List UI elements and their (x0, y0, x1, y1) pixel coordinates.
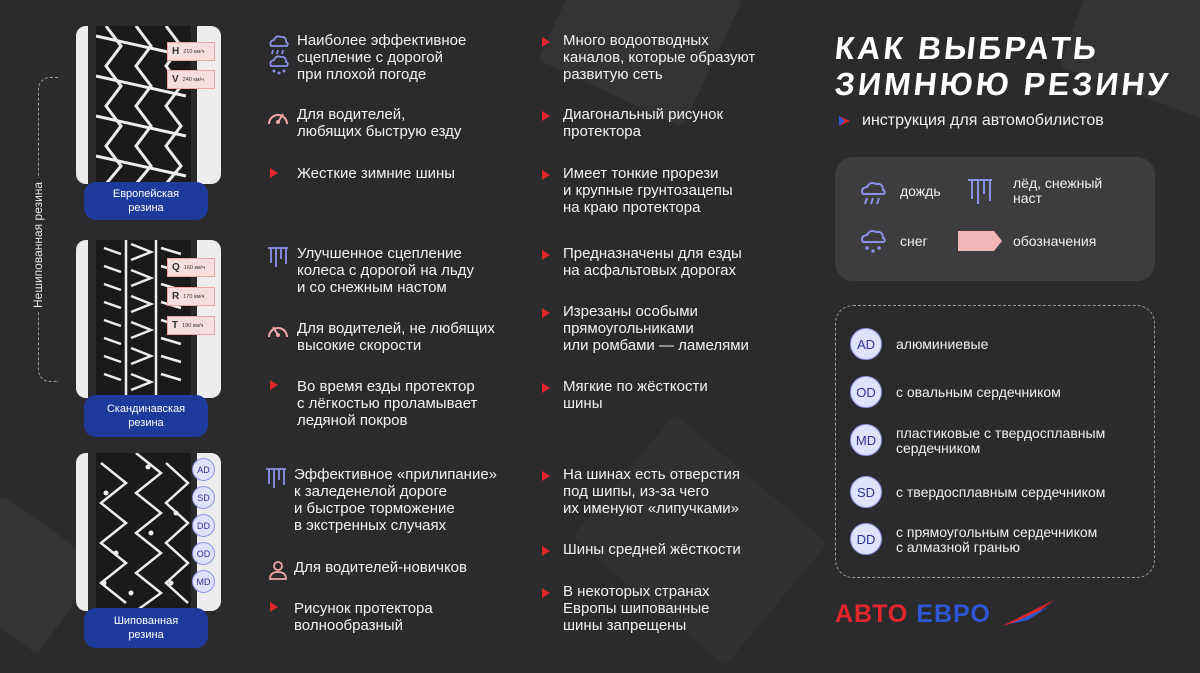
speedometer-icon (266, 106, 290, 130)
arrow-icon (270, 380, 278, 390)
feature-text: Диагональный рисунок протектора (563, 106, 724, 140)
arrow-icon (270, 602, 278, 612)
feature-text: Рисунок протектора волнообразный (294, 600, 433, 634)
scandinavian-tyre-card (76, 240, 221, 398)
ice-icon (966, 177, 994, 207)
subtitle-arrow-icon (838, 115, 852, 127)
stud-code-sd: SD (850, 476, 882, 508)
rain-snow-icon (266, 32, 290, 76)
stud-badge-dd: DD (192, 514, 215, 537)
feature-text: Имеет тонкие прорези и крупные грунтозацепы на краю протектора (563, 165, 733, 216)
logo-evro: ЕВРО (916, 600, 991, 628)
arrow-icon (542, 383, 550, 393)
scandinavian-tyre-label: Скандинавская резина (84, 395, 208, 437)
feature-text: Для водителей, любящих быструю езду (297, 106, 462, 140)
feature-text: Наиболее эффективное сцепление с дорогой при плохой погоде (297, 32, 467, 83)
ice-icon (264, 466, 288, 490)
european-tyre-card (76, 26, 221, 184)
feature-text: Для водителей, не любящих высокие скорости (297, 320, 495, 354)
legend-ice-label: лёд, снежный наст (1013, 175, 1103, 206)
stud-desc-od: с овальным сердечником (896, 384, 1061, 400)
feature-text: На шинах есть отверстия под шипы, из-за чего их именуют «липучками» (563, 466, 740, 517)
stud-code-md: MD (850, 424, 882, 456)
logo-swoosh-icon (1000, 598, 1056, 628)
stud-badge-sd: SD (192, 486, 215, 509)
feature-text: Эффективное «прилипание» к заледенелой дороге и быстрое торможение в экстренных случаях (294, 466, 498, 534)
feature-text: Во время езды протектор с лёгкостью проламывает ледяной покров (297, 378, 478, 429)
feature-text: Много водоотводных каналов, которые образуют развитую сеть (563, 32, 756, 83)
feature-text: Жесткие зимние шины (297, 165, 456, 182)
stud-badge-od: OD (192, 542, 215, 565)
user-icon (267, 559, 289, 581)
unstudded-label: Нешипованная резина (31, 178, 45, 312)
feature-text: Улучшенное сцепление колеса с дорогой на льду и со снежным настом (297, 245, 474, 296)
arrow-icon (542, 546, 550, 556)
arrow-icon (542, 471, 550, 481)
page-title-line1: КАК ВЫБРАТЬ (833, 30, 1102, 66)
stud-desc-dd: с прямоугольным сердечником с алмазной гранью (896, 524, 1098, 555)
feature-text: Шины средней жёсткости (563, 541, 741, 558)
page-title-line2: ЗИМНЮЮ РЕЗИНУ (833, 66, 1173, 102)
snow-icon (858, 226, 888, 256)
speed-index-q: Q 160 км/ч (167, 258, 215, 277)
logo-avto: АВТО (835, 600, 909, 628)
stud-badge-ad: AD (192, 458, 215, 481)
page-subtitle: инструкция для автомобилистов (862, 112, 1104, 129)
stud-badge-md: MD (192, 570, 215, 593)
feature-text: Для водителей-новичков (294, 559, 467, 576)
stud-code-dd: DD (850, 523, 882, 555)
arrow-icon (542, 170, 550, 180)
rain-icon (858, 178, 888, 208)
ice-icon (266, 245, 290, 269)
arrow-icon (270, 168, 278, 178)
legend-rain-label: дождь (900, 183, 941, 199)
icon-legend (835, 157, 1155, 281)
arrow-icon (542, 250, 550, 260)
speedometer-icon (266, 319, 290, 343)
european-tyre-label: Европейская резина (84, 182, 208, 220)
speed-index-r: R 170 км/ч (167, 287, 215, 306)
stud-desc-sd: с твердосплавным сердечником (896, 484, 1106, 500)
studded-tyre-card (76, 453, 221, 611)
feature-text: Предназначены для езды на асфальтовых дорогах (563, 245, 742, 279)
stud-code-ad: AD (850, 328, 882, 360)
stud-code-od: OD (850, 376, 882, 408)
arrow-icon (542, 111, 550, 121)
arrow-icon (542, 37, 550, 47)
feature-text: Мягкие по жёсткости шины (563, 378, 708, 412)
legend-snow-label: снег (900, 233, 928, 249)
arrow-icon (542, 588, 550, 598)
stud-desc-md: пластиковые с твердосплавным сердечником (896, 425, 1106, 456)
brand-logo (835, 600, 991, 629)
speed-index-v: V 240 км/ч (167, 70, 215, 89)
arrow-icon (542, 308, 550, 318)
legend-marker-label: обозначения (1013, 233, 1097, 249)
speed-index-h: H 210 км/ч (167, 42, 215, 61)
marker-swatch-icon (958, 231, 1002, 251)
speed-index-t: T 190 км/ч (167, 316, 215, 335)
feature-text: Изрезаны особыми прямоугольниками или ромбами — ламелями (563, 303, 749, 354)
studded-tyre-label: Шипованная резина (84, 608, 208, 648)
feature-text: В некоторых странах Европы шипованные шины запрещены (563, 583, 710, 634)
stud-desc-ad: алюминиевые (896, 336, 989, 352)
